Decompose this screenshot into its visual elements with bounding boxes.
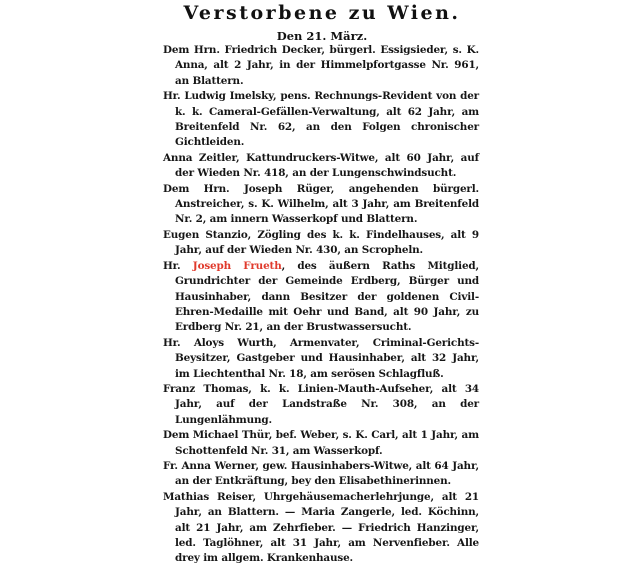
- entry-text: Hr. Aloys Wurth, Armenvater, Criminal-Gerichts-Beysitzer, Gastgeber und Hausinhaber, alt 32 Jahr, im Liechtenthal Nr. 18, am serösen Schlagfluß.: [163, 336, 479, 380]
- entry-text: Dem Hrn. Joseph Rüger, angehenden bürgerl. Anstreicher, s. K. Wilhelm, alt 3 Jahr, am Breitenfeld Nr. 2, am innern Wasserkopf und Blattern.: [163, 182, 479, 226]
- highlighted-name: Joseph Frueth: [192, 259, 282, 272]
- entry-text: Dem Hrn. Friedrich Decker, bürgerl. Essigsieder, s. K. Anna, alt 2 Jahr, in der Himmelpfortgasse Nr. 961, an Blattern.: [163, 44, 479, 87]
- entry-text: Dem Michael Thür, bef. Weber, s. K. Carl, alt 1 Jahr, am Schottenfeld Nr. 31, am Wasserkopf.: [163, 429, 479, 457]
- death-notice-entry: [163, 151, 479, 182]
- death-notice-list: [163, 43, 479, 567]
- date-heading: Den 21. März.: [276, 29, 368, 43]
- entry-text: Franz Thomas, k. k. Linien-Mauth-Aufseher, alt 34 Jahr, auf der Landstraße Nr. 308, an der Lungenlähmung.: [163, 382, 479, 426]
- entry-text: Fr. Anna Werner, gew. Hausinhabers-Witwe, alt 64 Jahr, an der Entkräftung, bey den Elisabethinerinnen.: [163, 459, 479, 488]
- death-notice-entry: [163, 336, 479, 382]
- entry-text: Anna Zeitler, Kattundruckers-Witwe, alt 60 Jahr, auf der Wieden Nr. 418, an der Lungenschwindsucht.: [163, 151, 479, 180]
- death-notice-entry: [163, 43, 479, 89]
- death-notice-entry: [163, 459, 479, 490]
- death-notice-entry: [163, 89, 479, 151]
- death-notice-entry: [163, 228, 479, 259]
- death-notice-entry: [163, 428, 479, 459]
- death-notice-entry: [163, 382, 479, 428]
- death-notice-entry-highlighted: [163, 259, 479, 336]
- death-notice-entry: [163, 490, 479, 567]
- death-notice-entry: [163, 182, 479, 228]
- entry-text: , des äußern Raths Mitglied, Grundrichter der Gemeinde Erdberg, Bürger und Hausinhaber, dann Besitzer der goldenen Civil-Ehren-Medaille mit Oehr und Band, alt 90 Jahr, zu Erdberg Nr. 21, an der Brustwassersucht.: [175, 259, 479, 334]
- entry-text: Hr. Ludwig Imelsky, pens. Rechnungs-Revident von der k. k. Cameral-Gefällen-Verwaltung, alt 62 Jahr, am Breitenfeld Nr. 62, an den Folgen chronischer Gichtleiden.: [163, 90, 479, 149]
- entry-text: Mathias Reiser, Uhrgehäusemacherlehrjunge, alt 21 Jahr, an Blattern. — Maria Zangerle, led. Köchinn, alt 21 Jahr, am Zehrfieber. — Friedrich Hanzinger, led. Taglöhner, alt 31 Jahr, am Nervenfieber. Alle drey im allgem. Krankenhause.: [163, 490, 479, 565]
- entry-text: Eugen Stanzio, Zögling des k. k. Findelhauses, alt 9 Jahr, auf der Wieden Nr. 430, an Scropheln.: [163, 228, 479, 257]
- page-title: Verstorbene zu Wien.: [183, 2, 461, 24]
- entry-prefix: Hr.: [163, 259, 193, 272]
